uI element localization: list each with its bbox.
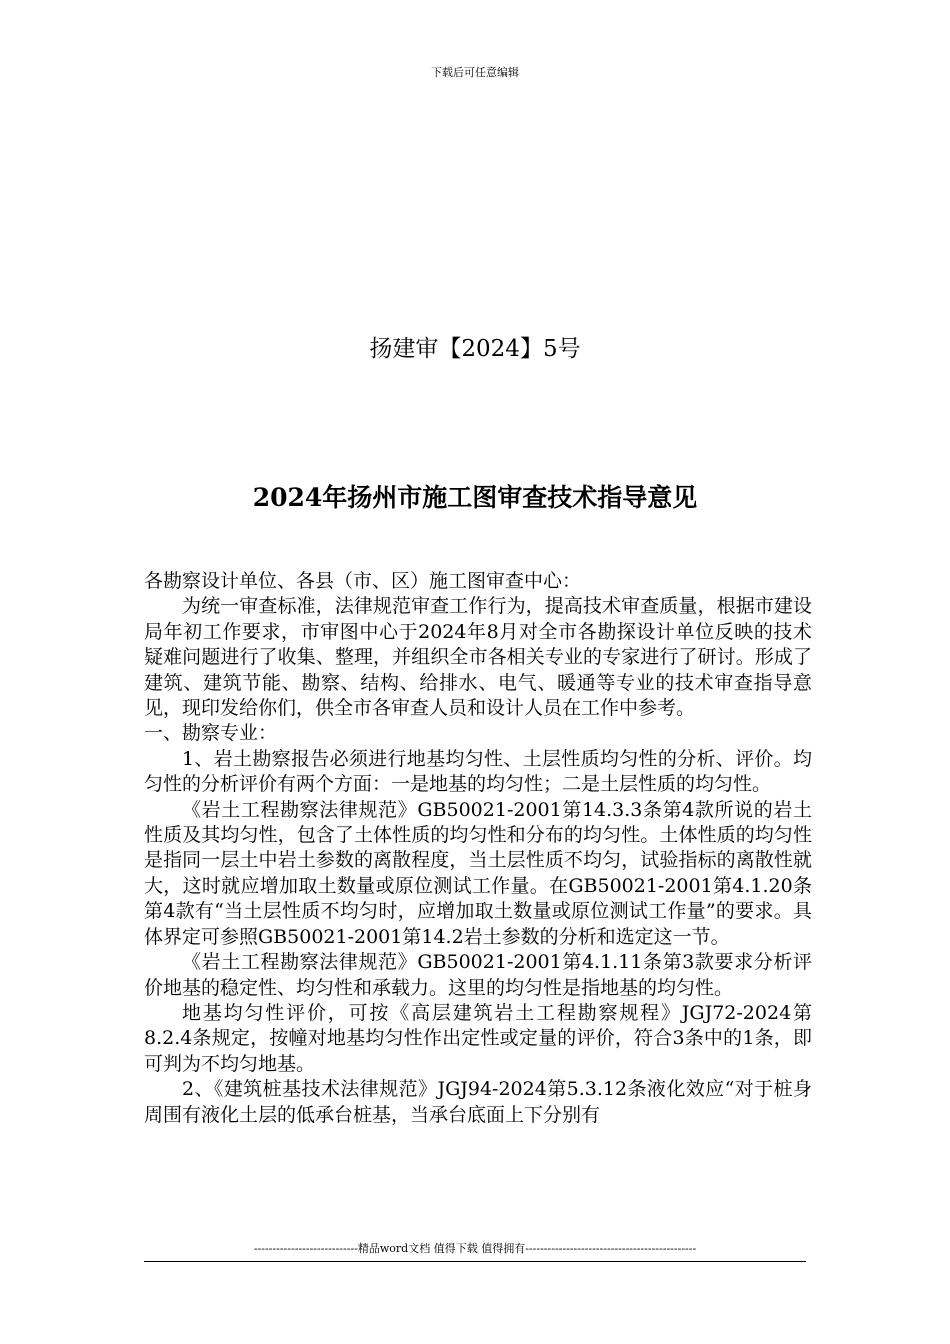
survey-item-2: 2、《建筑桩基技术法律规范》JGJ94-2024第5.3.12条液化效应“对于桩身周围有液化土层的低承台桩基，当承台底面上下分别有 <box>144 1078 812 1126</box>
document-title: 2024年扬州市施工图审查技术指导意见 <box>252 483 698 512</box>
intro-paragraph: 为统一审查标准，法律规范审查工作行为，提高技术审查质量，根据市建设局年初工作要求，市审图中心于2024年8月对全市各勘探设计单位反映的技术疑难问题进行了收集、整理，并组织全市各相关专业的专家进行了研讨。形成了建筑、建筑节能、勘察、结构、给排水、电气、暖通等专业的技术审查指导意见，现印发给你们，供全市各审查人员和设计人员在工作中参考。 <box>144 595 812 720</box>
salutation: 各勘察设计单位、各县（市、区）施工图审查中心： <box>144 570 582 592</box>
footer-divider <box>144 1261 806 1262</box>
document-body <box>144 569 812 1128</box>
survey-item-1-detail-b: 《岩土工程勘察法律规范》GB50021-2001第4.1.11条第3款要求分析评价地基的稳定性、均匀性和承载力。这里的均匀性是指地基的均匀性。 <box>144 951 812 999</box>
survey-item-1-detail-c: 地基均匀性评价，可按《高层建筑岩土工程勘察规程》JGJ72-2024第8.2.4条规定，按幢对地基均匀性作出定性或定量的评价，符合3条中的1条，即可判为不均匀地基。 <box>144 1001 812 1075</box>
footer-text: ----------------------------精品word文档 值得下载 值得拥有---------------------------------------------- <box>253 1242 697 1255</box>
survey-item-1-detail-a: 《岩土工程勘察法律规范》GB50021-2001第14.3.3条第4款所说的岩土性质及其均匀性，包含了土体性质的均匀性和分布的均匀性。土体性质的均匀性是指同一层土中岩土参数的离散程度，当土层性质不均匀，试验指标的离散性就大，这时就应增加取土数量或原位测试工作量。在GB50021-2001第4.1.20条第4款有“当土层性质不均匀时，应增加取土数量或原位测试工作量”的要求。具体界定可参照GB50021-2001第14.2岩土参数的分析和选定这一节。 <box>144 798 812 948</box>
survey-item-1: 1、岩土勘察报告必须进行地基均匀性、土层性质均匀性的分析、评价。均匀性的分析评价有两个方面：一是地基的均匀性；二是土层性质的均匀性。 <box>144 747 812 796</box>
section-heading-survey: 一、勘察专业： <box>144 722 278 745</box>
page-header-note: 下载后可任意编辑 <box>431 66 519 79</box>
document-number: 扬建审【2024】5号 <box>369 336 581 362</box>
